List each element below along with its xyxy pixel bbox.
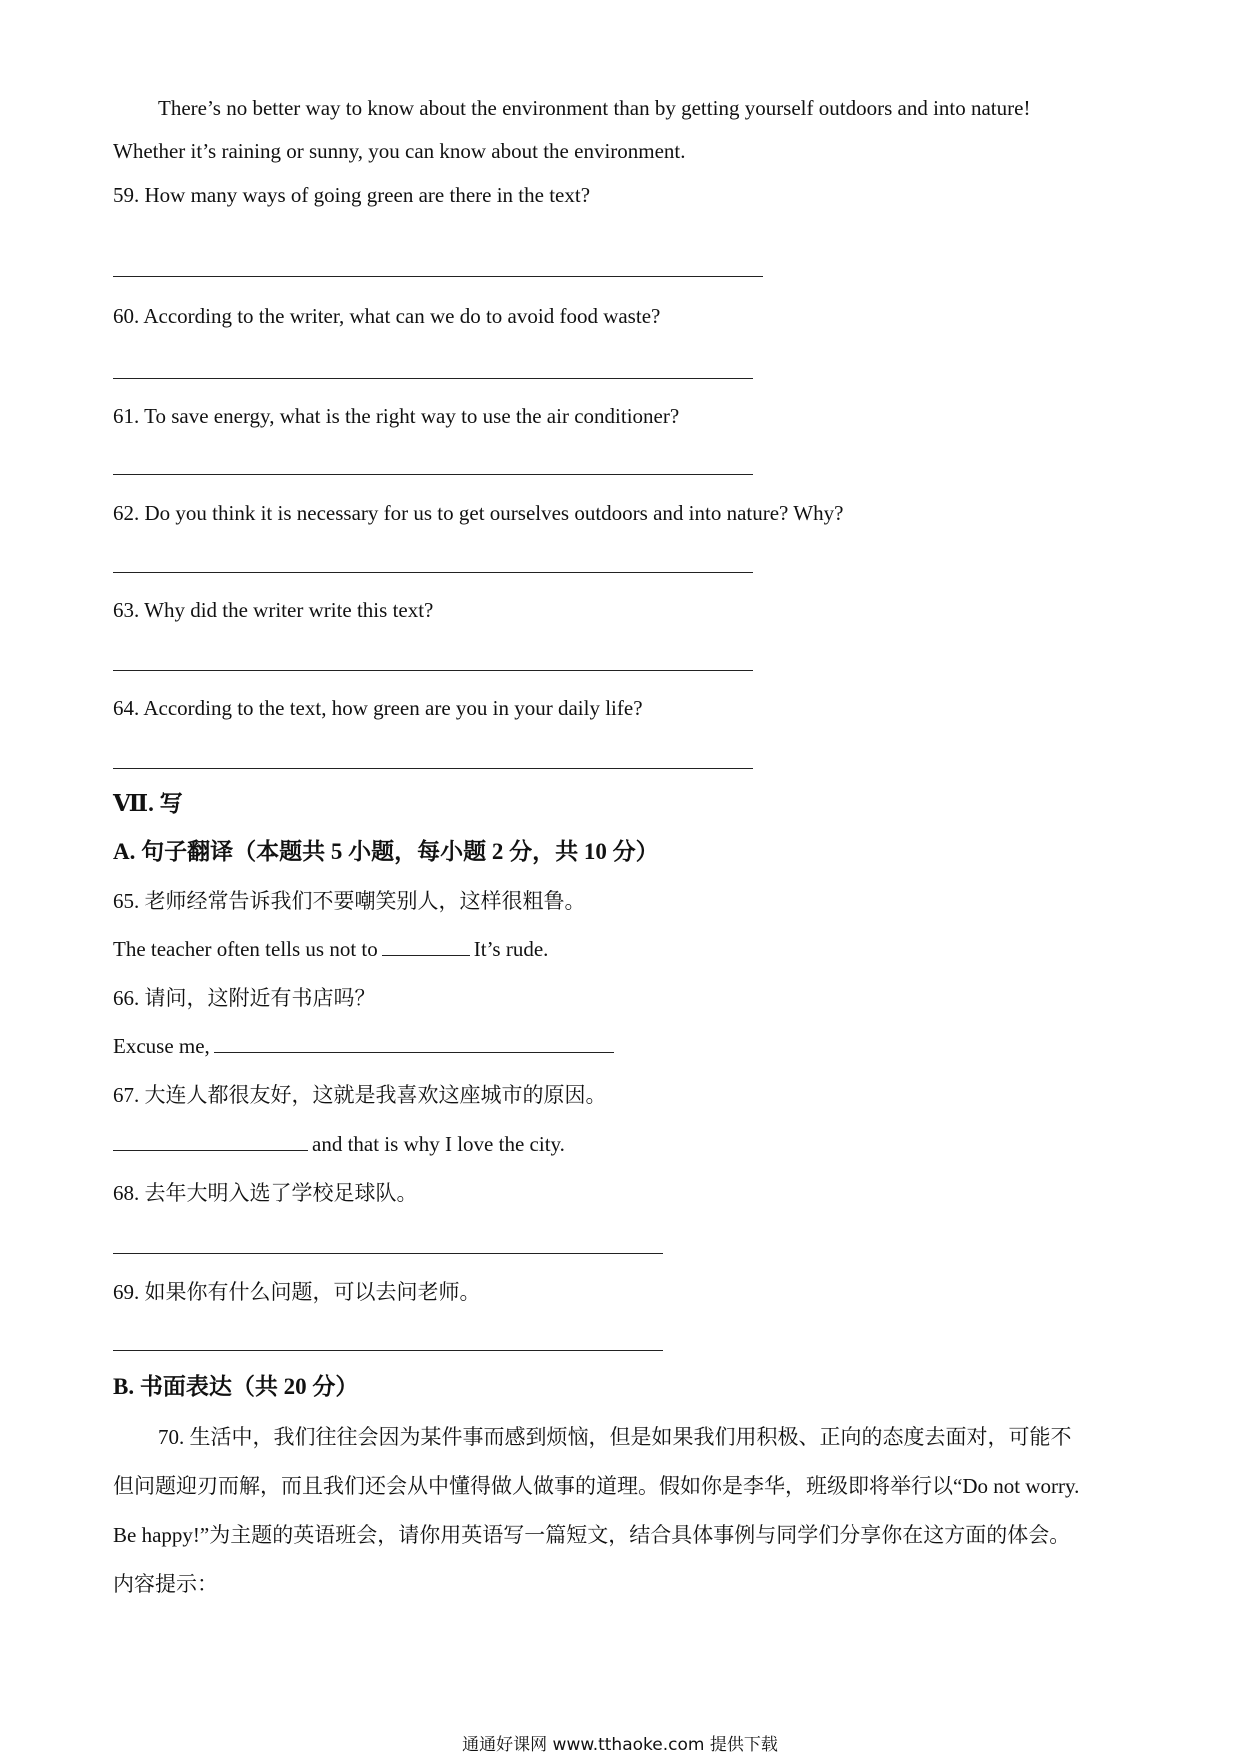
page-footer: 通通好课网 www.tthaoke.com 提供下载 [462, 1735, 778, 1755]
content-hint-label: 内容提示： [113, 1572, 218, 1596]
answer-line-59[interactable] [113, 276, 763, 277]
q68-chinese: 68. 去年大明入选了学校足球队。 [113, 1181, 418, 1205]
q69-chinese: 69. 如果你有什么问题，可以去问老师。 [113, 1280, 481, 1304]
q65-english [113, 935, 548, 963]
question-60: 60. According to the writer, what can we do to avoid food waste? [113, 304, 661, 328]
q66-english [113, 1032, 618, 1060]
q65-blank[interactable] [382, 935, 470, 956]
q67-english [113, 1130, 565, 1158]
passage-line-2: Whether it’s raining or sunny, you can know about the environment. [113, 139, 686, 163]
q70-line-1: 70. 生活中，我们往往会因为某件事而感到烦恼，但是如果我们用积极、正向的态度去面对，可能不 [158, 1425, 1072, 1449]
q65-chinese: 65. 老师经常告诉我们不要嘲笑别人，这样很粗鲁。 [113, 889, 586, 913]
answer-line-69[interactable] [113, 1350, 663, 1351]
passage-line-1: There’s no better way to know about the environment than by getting yourself outdoors and into nature! [158, 96, 1031, 120]
answer-line-68[interactable] [113, 1253, 663, 1254]
q67-chinese: 67. 大连人都很友好，这就是我喜欢这座城市的原因。 [113, 1083, 607, 1107]
section-vii-title: Ⅶ. 写 [113, 791, 183, 816]
q65-english-after: It’s rude. [473, 937, 549, 961]
q70-line-2: 但问题迎刃而解，而且我们还会从中懂得做人做事的道理。假如你是李华，班级即将举行以“Do not worry. [113, 1474, 1080, 1498]
q65-english-before: The teacher often tells us not to [113, 937, 378, 961]
q66-english-before: Excuse me, [113, 1034, 210, 1058]
q66-blank[interactable] [214, 1032, 614, 1053]
answer-line-64[interactable] [113, 768, 753, 769]
part-a-title: A. 句子翻译（本题共 5 小题，每小题 2 分，共 10 分） [113, 839, 659, 864]
question-61: 61. To save energy, what is the right way to use the air conditioner? [113, 404, 680, 428]
part-b-title: B. 书面表达（共 20 分） [113, 1374, 359, 1399]
answer-line-62[interactable] [113, 572, 753, 573]
q67-blank[interactable] [113, 1130, 308, 1151]
answer-line-60[interactable] [113, 378, 753, 379]
question-59: 59. How many ways of going green are there in the text? [113, 183, 591, 207]
answer-line-63[interactable] [113, 670, 753, 671]
q67-english-after: and that is why I love the city. [312, 1132, 565, 1156]
question-64: 64. According to the text, how green are you in your daily life? [113, 696, 643, 720]
question-63: 63. Why did the writer write this text? [113, 598, 434, 622]
question-62: 62. Do you think it is necessary for us to get ourselves outdoors and into nature? Why? [113, 501, 844, 525]
q66-chinese: 66. 请问，这附近有书店吗？ [113, 986, 376, 1010]
answer-line-61[interactable] [113, 474, 753, 475]
q70-line-3: Be happy!”为主题的英语班会，请你用英语写一篇短文，结合具体事例与同学们分享你在这方面的体会。 [113, 1523, 1071, 1547]
